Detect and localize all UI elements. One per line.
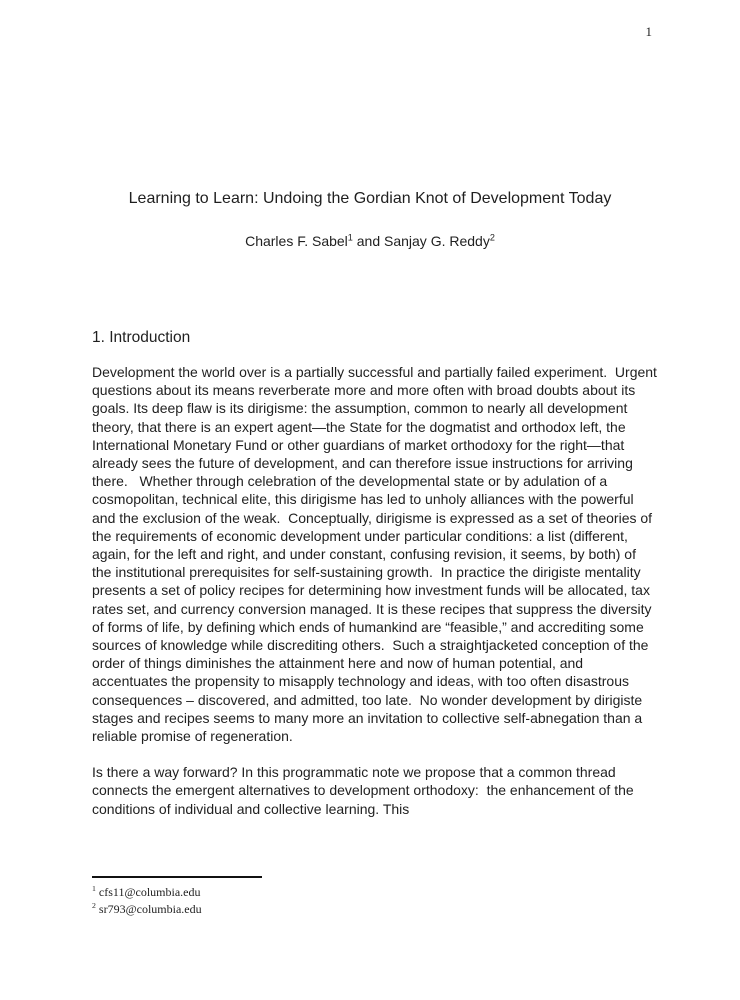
footnote-separator: [92, 876, 262, 878]
section-heading: 1. Introduction: [92, 329, 191, 346]
paper-title: Learning to Learn: Undoing the Gordian Knot of Development Today: [128, 190, 612, 207]
author-footnote-ref-2: 2: [489, 232, 495, 243]
footnote-text-2: sr793@columbia.edu: [98, 902, 202, 916]
footnote-marker-2: 2: [92, 901, 96, 910]
authors-line: [0, 232, 740, 250]
footnote-area: [92, 876, 658, 918]
authors-connector: and: [352, 233, 384, 249]
body-text: [92, 363, 661, 836]
author-name-1: Charles F. Sabel: [245, 233, 348, 249]
footnote-item: [92, 901, 658, 918]
paragraph-1: Development the world over is a partially successful and partially failed experiment. Urgent questions about its means reverberate more and more often with broad doubts about its goals. Its deep flaw is its dirigisme: the assumption, common to nearly all development theory, that there is an expert agent—the State for the dogmatist and orthodox left, the International Monetary Fund or other guardians of market orthodoxy for the right—that already sees the future of development, and can therefore issue instructions for arriving there. Whether through celebration of the developmental state or by adulation of a cosmopolitan, technical elite, this dirigisme has led to unholy alliances with the powerful and the exclusion of the weak. Conceptually, dirigisme is expressed as a set of theories of the requirements of economic development under particular conditions: a list (different, again, for the left and right, and under constant, confusing revision, it seems, by both) of the institutional prerequisites for self-sustaining growth. In practice the dirigiste mentality presents a set of policy recipes for determining how investment funds will be allocated, tax rates set, and currency conversion managed. It is these recipes that suppress the diversity of forms of life, by defining which ends of humankind are “feasible,” and accrediting some sources of knowledge while discrediting others. Such a straightjacketed conception of the order of things diminishes the attainment here and now of human potential, and accentuates the propensity to misapply technology and ideas, with too often disastrous consequences – discovered, and admitted, too late. No wonder development by dirigiste stages and recipes seems to many more an invitation to collective self-abnegation than a reliable promise of regeneration.: [92, 364, 661, 745]
paragraph-2: Is there a way forward? In this programmatic note we propose that a common thread connects the emergent alternatives to development orthodoxy: the enhancement of the conditions of individual and collective learning. This: [92, 764, 638, 817]
footnote-text-1: cfs11@columbia.edu: [98, 885, 201, 899]
author-name-2: Sanjay G. Reddy: [384, 233, 490, 249]
author-footnote-ref-1: 1: [347, 232, 353, 243]
footnote-item: [92, 884, 658, 901]
footnote-marker-1: 1: [92, 884, 96, 893]
page-number: 1: [645, 24, 652, 39]
